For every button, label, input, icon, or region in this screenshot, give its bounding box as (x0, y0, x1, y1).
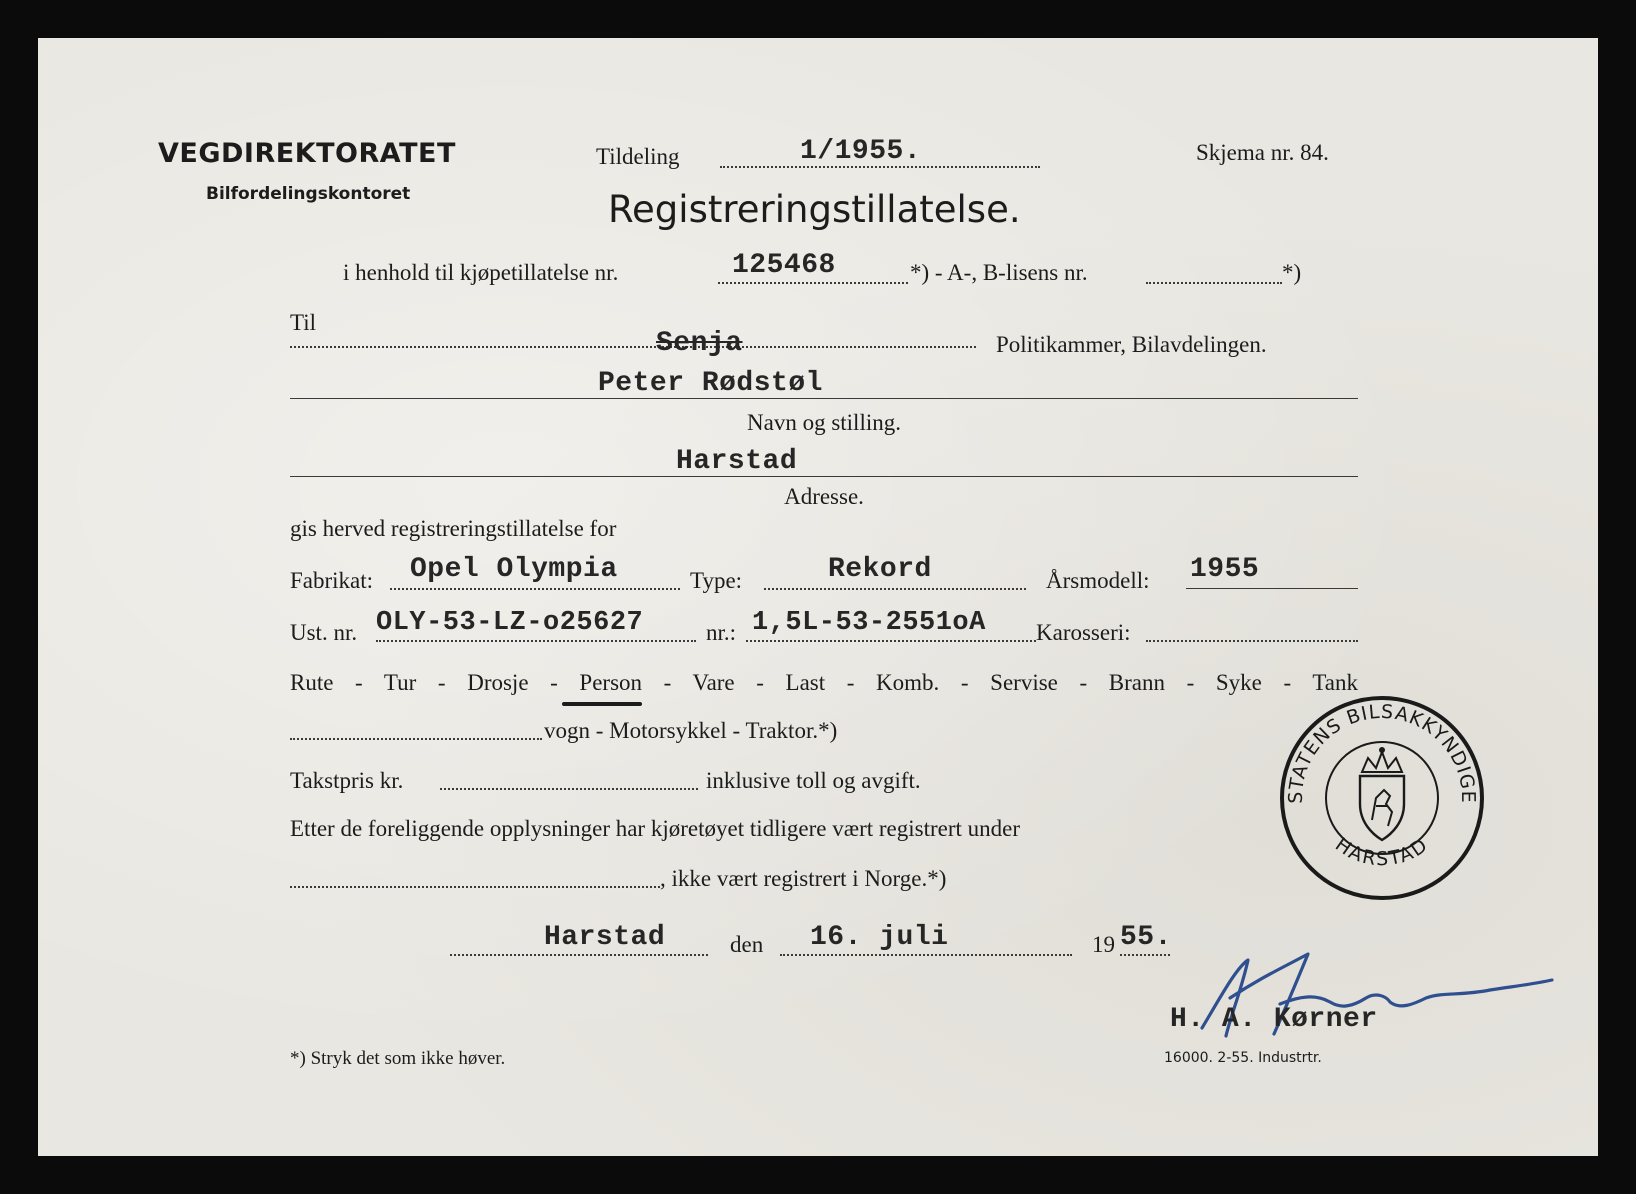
type-field (764, 588, 1026, 590)
karosseri-field (1146, 640, 1358, 642)
tildeling-value: 1/1955. (800, 136, 922, 167)
name-caption: Navn og stilling. (747, 410, 901, 435)
document-page (38, 38, 1598, 1156)
department-name: Bilfordelingskontoret (206, 184, 411, 204)
fabrikat-field (390, 588, 680, 590)
address-caption: Adresse. (784, 484, 864, 509)
arsmodell-label: Årsmodell: (1046, 568, 1150, 593)
handwritten-signature (1190, 918, 1560, 1068)
year-prefix: 19 (1092, 932, 1115, 957)
previous-registration-field (290, 886, 660, 888)
stamp-text-top: STATENS BILSAKKYNDIGE (1284, 700, 1480, 804)
date-value: 16. juli (810, 922, 949, 953)
arsmodell-value: 1955 (1190, 554, 1260, 585)
signatory-name: H. A. Kørner (1170, 1004, 1378, 1035)
fabrikat-value: Opel Olympia (410, 554, 618, 585)
ust-value: OLY-53-LZ-o25627 (376, 608, 644, 638)
footnote: *) Stryk det som ikke høver. (290, 1048, 506, 1069)
license-suffix: *) (1282, 260, 1302, 285)
vehicle-categories: Rute - Tur - Drosje - Person - Vare - Last - Komb. - Servise - Brann - Syke - Tank (290, 670, 1358, 695)
tildeling-label: Tildeling (596, 144, 680, 169)
permit-number-field (718, 282, 908, 284)
recipient-name: Peter Rødstøl (598, 368, 823, 399)
print-info: 16000. 2-55. Industrtr. (1164, 1050, 1322, 1066)
grant-text: gis herved registreringstillatelse for (290, 516, 617, 541)
type-value: Rekord (828, 554, 932, 585)
stamp-text-bottom: HARSTAD (1331, 833, 1433, 871)
license-label: *) - A-, B-lisens nr. (910, 260, 1088, 285)
address-field (290, 476, 1358, 477)
place-value: Harstad (544, 922, 666, 953)
official-stamp (1278, 694, 1486, 902)
takstpris-field (440, 788, 698, 790)
license-field (1146, 282, 1282, 284)
document-title: Registreringstillatelse. (608, 188, 1021, 231)
district-value: Senja (656, 328, 743, 359)
previous-registration-text: Etter de foreliggende opplysninger har kjøretøyet tidligere vært registrert under (290, 816, 1021, 841)
name-field (290, 398, 1358, 399)
til-label: Til (290, 310, 317, 335)
nr-field (746, 640, 1036, 642)
ust-label: Ust. nr. (290, 620, 358, 645)
arsmodell-field (1186, 588, 1358, 589)
permit-number: 125468 (732, 250, 836, 281)
date-field (780, 954, 1072, 956)
form-number: Skjema nr. 84. (1196, 140, 1329, 165)
not-registered-text: , ikke vært registrert i Norge.*) (660, 866, 947, 891)
takstpris-label: Takstpris kr. (290, 768, 404, 793)
year-value: 55. (1120, 922, 1172, 953)
place-field (450, 954, 708, 956)
nr-value: 1,5L-53-2551oA (752, 608, 986, 638)
type-label: Type: (690, 568, 743, 593)
permit-prefix: i henhold til kjøpetillatelse nr. (343, 260, 619, 285)
year-field (1120, 954, 1170, 956)
district-field (290, 346, 976, 348)
nr-label: nr.: (706, 620, 737, 645)
ust-field (376, 640, 696, 642)
vehicle-other-field (290, 738, 542, 740)
recipient-address: Harstad (676, 446, 798, 477)
karosseri-label: Karosseri: (1036, 620, 1131, 645)
den-label: den (730, 932, 764, 957)
takstpris-suffix: inklusive toll og avgift. (706, 768, 921, 793)
fabrikat-label: Fabrikat: (290, 568, 374, 593)
district-suffix: Politikammer, Bilavdelingen. (996, 332, 1267, 357)
org-name: VEGDIREKTORATET (158, 138, 456, 169)
person-underline-mark (562, 702, 642, 706)
vehicle-categories-2: vogn - Motorsykkel - Traktor.*) (544, 718, 838, 743)
